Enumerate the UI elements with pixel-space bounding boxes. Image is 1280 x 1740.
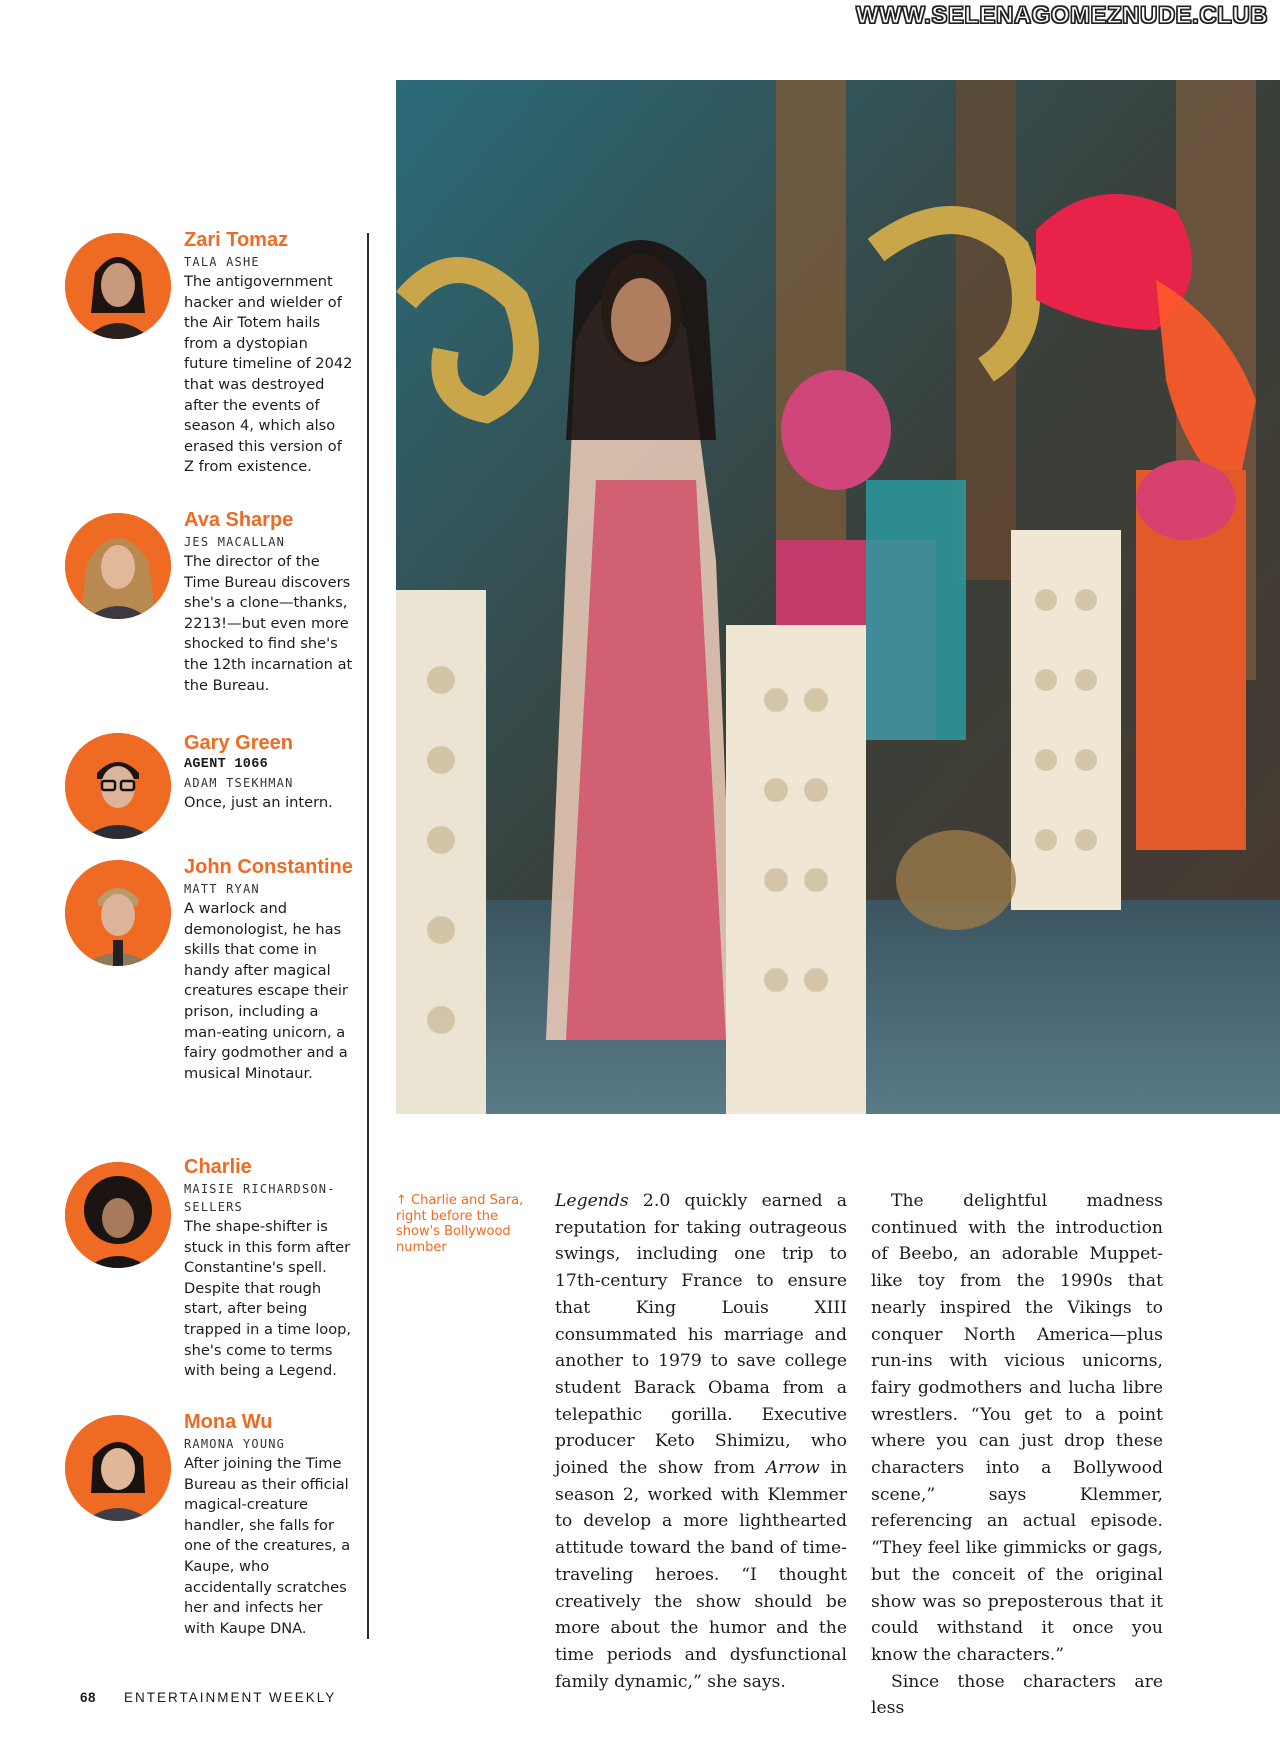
article-text: 2.0 quickly earned a reputation for taking outrageous swings, including one trip to 17th-century France to ensure that King Louis XIII consummated his marriage and another to 1979 to save college student Barack Obama from a telepathic gorilla. Executive producer Keto Shimizu, who joined the show from: [555, 1191, 847, 1479]
cast-description: The director of the Time Bureau discovers she's a clone—thanks, 2213!—but even more shocked to find she's the 12th incarnation at the Bureau.: [184, 553, 353, 694]
article-text: in season 2, worked with Klemmer to develop a more lighthearted attitude toward the band of time-traveling heroes. “I thought creatively the show should be more about the humor and the time periods and dysfunctional family dynamic,” she says.: [555, 1458, 848, 1692]
cast-description: The shape-shifter is stuck in this form after Constantine's spell. Despite that rough start, after being trapped in a time loop, she's come to terms with being a Legend.: [184, 1218, 352, 1380]
article-paragraph: Since those characters are less: [871, 1671, 1163, 1719]
cast-name: John Constantine: [184, 856, 353, 878]
show-title-italic: Arrow: [765, 1458, 820, 1479]
cast-role: AGENT 1066: [184, 757, 269, 772]
cast-name: Mona Wu: [184, 1411, 273, 1433]
cast-description: Once, just an intern.: [184, 794, 333, 811]
cast-sidebar: [0, 0, 370, 1740]
page-footer: [80, 1690, 336, 1705]
article-paragraph: The delightful madness continued with the introduction of Beebo, an adorable Muppet-like toy from the 1990s that nearly inspired the Vikings to conquer North America—plus run-ins with vicious unicorns, fairy godmothers and lucha libre wrestlers. “You get to a point where you can just drop these characters into a Bollywood scene,” says Klemmer, referencing an actual episode. “They feel like gimmicks or gags, but the conceit of the original show was so preposterous that it could withstand it once you know the characters.”: [871, 1191, 1163, 1665]
cast-name: Ava Sharpe: [184, 509, 294, 531]
cast-description: A warlock and demonologist, he has skills that come in handy after magical creatures escape their prison, including a man-eating unicorn, a fairy godmother and a musical Minotaur.: [184, 900, 348, 1082]
article-column-1: [555, 1188, 847, 1695]
publication-name: ENTERTAINMENT WEEKLY: [124, 1690, 337, 1705]
avatar: [65, 733, 171, 839]
avatar: [65, 1415, 171, 1521]
avatar: [65, 233, 171, 339]
cast-name: Charlie: [184, 1156, 252, 1178]
watermark-text: WWW.SELENAGOMEZNUDE.CLUB: [856, 2, 1268, 29]
cast-actor: RAMONA YOUNG: [184, 1437, 286, 1451]
cast-description: After joining the Time Bureau as their official magical-creature handler, she falls for one of the creatures, a Kaupe, who accidentally scratches her and infects her with Kaupe DNA.: [184, 1455, 351, 1637]
avatar: [65, 513, 171, 619]
cast-actor: TALA ASHE: [184, 255, 260, 269]
cast-description: The antigovernment hacker and wielder of the Air Totem hails from a dystopian future timeline of 2042 that was destroyed after the events of season 4, which also erased this version of Z from existence.: [184, 273, 353, 476]
photo-caption: ↑ Charlie and Sara, right before the show's Bollywood number: [396, 1193, 524, 1255]
avatar: [65, 860, 171, 966]
bollywood-scene-photo: [396, 80, 1280, 1114]
cast-name: Zari Tomaz: [184, 229, 289, 251]
article-column-2: [871, 1188, 1163, 1722]
cast-actor: JES MACALLAN: [184, 535, 286, 549]
sidebar-divider: [367, 233, 369, 1639]
cast-actor: ADAM TSEKHMAN: [184, 776, 294, 790]
page-number: 68: [80, 1690, 97, 1705]
show-title-italic: Legends: [555, 1191, 629, 1211]
cast-actor: MATT RYAN: [184, 882, 260, 896]
avatar: [65, 1162, 171, 1268]
cast-actor: MAISIE RICHARDSON-SELLERS: [184, 1182, 336, 1214]
cast-name: Gary Green: [184, 732, 293, 754]
